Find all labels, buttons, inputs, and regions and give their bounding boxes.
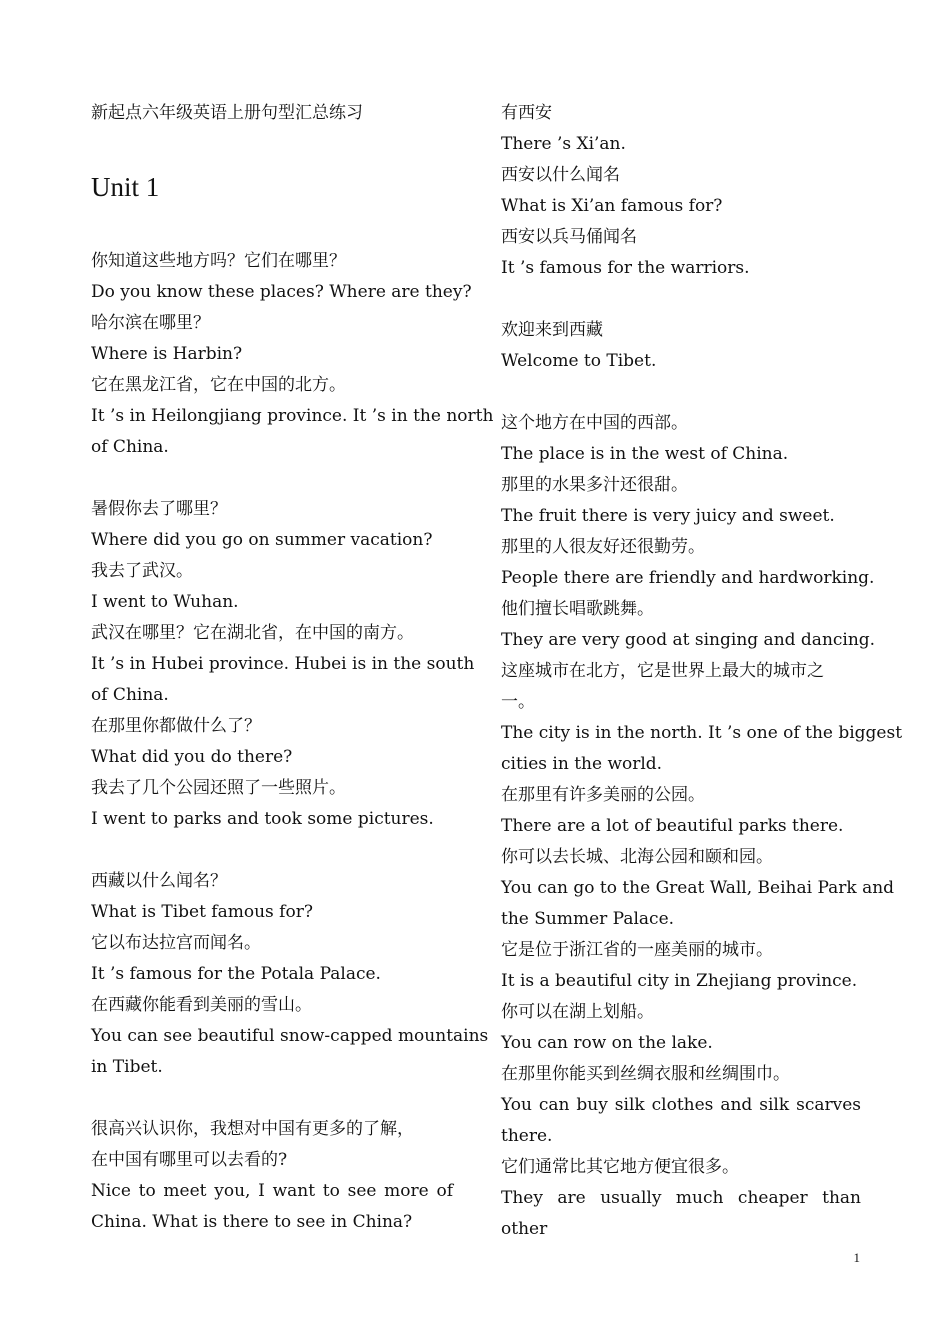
text-line: I went to Wuhan. (91, 592, 239, 612)
right-column (501, 98, 903, 1239)
text-line: I went to parks and took some pictures. (91, 809, 434, 829)
text-line: 欢迎来到西藏 (501, 320, 603, 340)
text-line: 它以布达拉宫而闻名。 (91, 933, 261, 953)
text-line: There ’s Xi’an. (501, 134, 626, 154)
text-line: 很高兴认识你，我想对中国有更多的了解， (91, 1119, 414, 1139)
text-line: You can see beautiful snow-capped mountains (91, 1026, 489, 1046)
text-line: in Tibet. (91, 1057, 163, 1077)
text-line: 在中国有哪里可以去看的? (91, 1150, 288, 1170)
text-line: 它在黑龙江省，它在中国的北方。 (91, 375, 346, 395)
text-line: It ’s famous for the Potala Palace. (91, 964, 381, 984)
text-line: 这座城市在北方，它是世界上最大的城市之 (501, 661, 824, 681)
text-line: 你知道这些地方吗？它们在哪里？ (91, 251, 346, 271)
text-line: The place is in the west of China. (501, 444, 789, 464)
text-line: 你可以去长城、北海公园和颐和园。 (501, 847, 773, 867)
paragraph-gap (501, 284, 861, 315)
text-line: The fruit there is very juicy and sweet. (501, 506, 835, 526)
text-line: 有西安 (501, 103, 552, 123)
document-title: 新起点六年级英语上册句型汇总练习 (91, 103, 363, 123)
text-line: 我去了武汉。 (91, 561, 193, 581)
text-line: there. (501, 1126, 553, 1146)
text-line: 我去了几个公园还照了一些照片。 (91, 778, 346, 798)
text-line: 它是位于浙江省的一座美丽的城市。 (501, 940, 773, 960)
text-line: 一。 (501, 692, 535, 712)
text-line: of China. (91, 685, 169, 705)
text-line: of China. (91, 437, 169, 457)
page-number: 1 (853, 1250, 860, 1265)
text-line: Do you know these places? Where are they? (91, 282, 472, 302)
text-line: China. What is there to see in China? (91, 1212, 413, 1232)
text-line: Where did you go on summer vacation? (91, 530, 433, 550)
text-line: 那里的人很友好还很勤劳。 (501, 537, 705, 557)
text-line: It ’s in Hubei province. Hubei is in the south (91, 654, 475, 674)
text-line: the Summer Palace. (501, 909, 675, 929)
text-line: 西安以兵马俑闻名 (501, 227, 637, 247)
text-line: You can row on the lake. (501, 1033, 713, 1053)
text-line: 在那里有许多美丽的公园。 (501, 785, 705, 805)
text-line: 他们擅长唱歌跳舞。 (501, 599, 654, 619)
text-line: It ’s famous for the warriors. (501, 258, 750, 278)
text-line: What did you do there? (91, 747, 293, 767)
text-line: It ’s in Heilongjiang province. It ’s in the north (91, 406, 494, 426)
text-line: You can go to the Great Wall, Beihai Park and (501, 878, 895, 898)
text-line: Where is Harbin? (91, 344, 243, 364)
text-line: 在那里你能买到丝绸衣服和丝绸围巾。 (501, 1064, 790, 1084)
text-line: What is Xi’an famous for? (501, 196, 723, 216)
text-line: They are usually much cheaper than other (501, 1188, 861, 1239)
paragraph-gap (91, 835, 453, 866)
text-line: 它们通常比其它地方便宜很多。 (501, 1157, 739, 1177)
text-line: What is Tibet famous for? (91, 902, 313, 922)
text-line: 在西藏你能看到美丽的雪山。 (91, 995, 312, 1015)
text-line: It is a beautiful city in Zhejiang province. (501, 971, 858, 991)
text-line: 武汉在哪里？它在湖北省，在中国的南方。 (91, 623, 414, 643)
text-line: cities in the world. (501, 754, 663, 774)
paragraph-gap (91, 463, 453, 494)
text-line: People there are friendly and hardworking. (501, 568, 875, 588)
text-line: The city is in the north. It ’s one of the biggest (501, 723, 903, 743)
left-column (91, 98, 494, 1238)
paragraph-gap (501, 377, 861, 408)
text-line: 暑假你去了哪里？ (91, 499, 227, 519)
text-line: 你可以在湖上划船。 (501, 1002, 654, 1022)
text-line: 这个地方在中国的西部。 (501, 413, 688, 433)
text-line: Nice to meet you, I want to see more of (91, 1181, 453, 1201)
text-line: 在那里你都做什么了？ (91, 716, 261, 736)
text-line: 哈尔滨在哪里？ (91, 313, 210, 333)
paragraph-gap (91, 1083, 453, 1114)
text-line: 那里的水果多汁还很甜。 (501, 475, 688, 495)
text-line: Welcome to Tibet. (501, 351, 657, 371)
text-line: They are very good at singing and dancing. (501, 630, 876, 650)
unit-heading: Unit 1 (91, 172, 160, 202)
text-line: There are a lot of beautiful parks there. (501, 816, 844, 836)
text-line: 西安以什么闻名 (501, 165, 620, 185)
text-line: You can buy silk clothes and silk scarves (501, 1095, 861, 1115)
text-line: 西藏以什么闻名？ (91, 871, 227, 891)
